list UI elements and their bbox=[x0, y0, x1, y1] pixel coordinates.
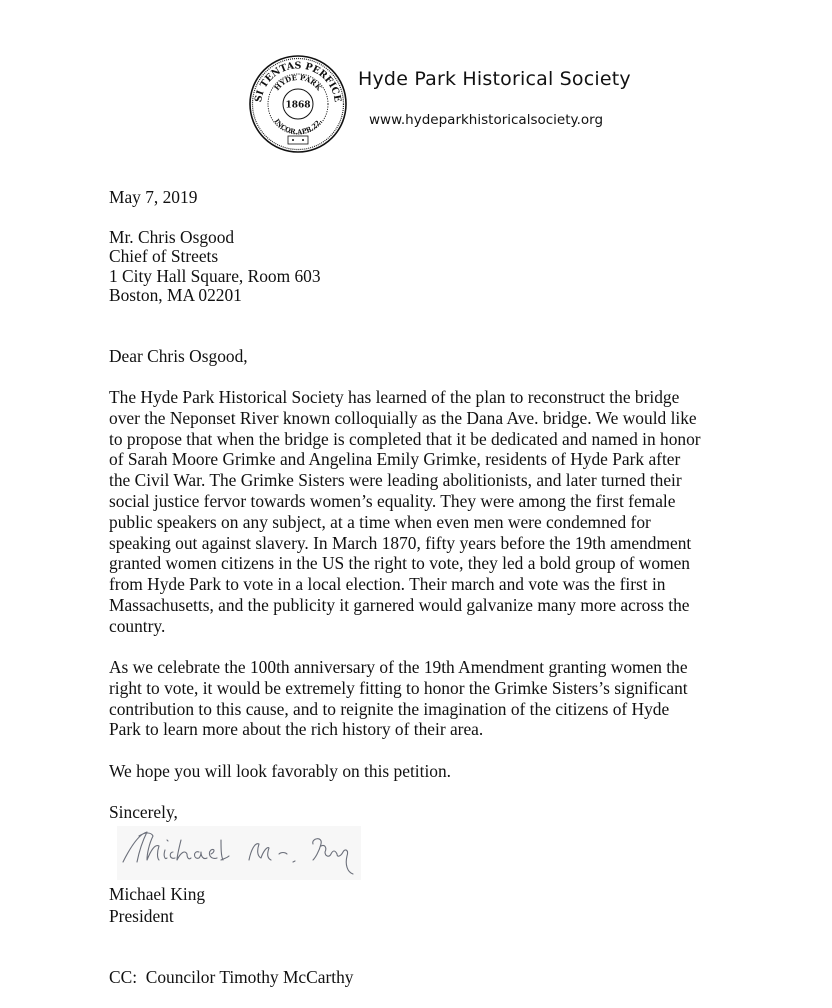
paragraph-line: Massachusetts, and the publicity it garnered would galvanize many more across the bbox=[109, 594, 690, 615]
letter-date: May 7, 2019 bbox=[109, 187, 198, 207]
handwritten-signature-icon bbox=[117, 826, 361, 880]
svg-text:HYDE PARK: HYDE PARK bbox=[272, 72, 324, 93]
salutation: Dear Chris Osgood, bbox=[109, 346, 248, 366]
signer-name: Michael King bbox=[109, 884, 206, 904]
letterhead bbox=[246, 54, 646, 154]
paragraph-2 bbox=[109, 657, 729, 740]
paragraph-3: We hope you will look favorably on this petition. bbox=[109, 761, 452, 781]
paragraph-line: of Sarah Moore Grimke and Angelina Emily Grimke, residents of Hyde Park after bbox=[109, 449, 681, 470]
paragraph-line: the Civil War. The Grimke Sisters were leading abolitionists, and later turned their bbox=[109, 470, 682, 491]
closing: Sincerely, bbox=[109, 802, 178, 822]
cc-line: CC: Councilor Timothy McCarthy bbox=[109, 967, 354, 987]
paragraph-line: granted women citizens in the US the right to vote, they led a bold group of women bbox=[109, 553, 691, 574]
organization-website: www.hydeparkhistoricalsociety.org bbox=[369, 112, 604, 128]
paragraph-line: over the Neponset River known colloquially as the Dana Ave. bridge. We would like bbox=[109, 407, 697, 428]
paragraph-line: speaking out against slavery. In March 1870, fifty years before the 19th amendment bbox=[109, 532, 692, 553]
paragraph-line: to propose that when the bridge is completed that it be dedicated and named in honor bbox=[109, 428, 701, 449]
paragraph-line: The Hyde Park Historical Society has learned of the plan to reconstruct the bridge bbox=[109, 387, 680, 407]
paragraph-line: contribution to this cause, and to reignite the imagination of the citizens of Hyde bbox=[109, 698, 670, 719]
organization-name: Hyde Park Historical Society bbox=[358, 68, 631, 90]
signer-title: President bbox=[109, 905, 174, 926]
paragraph-line: As we celebrate the 100th anniversary of the 19th Amendment granting women the bbox=[109, 657, 688, 677]
paragraph-line: from Hyde Park to vote in a local election. Their march and vote was the first in bbox=[109, 574, 666, 595]
paragraph-line: public speakers on any subject, at a time when even men were condemned for bbox=[109, 511, 651, 532]
recipient-address-line2: Boston, MA 02201 bbox=[109, 285, 242, 306]
signer-block bbox=[109, 884, 729, 927]
svg-text:INCOR.APR.22.: INCOR.APR.22. bbox=[272, 117, 324, 137]
paragraph-line: social justice fervor towards women’s equality. They were among the first female bbox=[109, 490, 676, 511]
svg-text:SI TENTAS PERFICE: SI TENTAS PERFICE bbox=[253, 60, 343, 104]
paragraph-line: Park to learn more about the rich history of their area. bbox=[109, 719, 484, 740]
svg-text:1868: 1868 bbox=[285, 100, 311, 111]
society-seal-icon bbox=[248, 54, 348, 154]
paragraph-line: country. bbox=[109, 615, 166, 636]
recipient-address bbox=[109, 228, 729, 306]
recipient-title: Chief of Streets bbox=[109, 246, 219, 267]
paragraph-1 bbox=[109, 387, 729, 637]
paragraph-line: right to vote, it would be extremely fitting to honor the Grimke Sisters’s significant bbox=[109, 677, 688, 698]
recipient-address-line1: 1 City Hall Square, Room 603 bbox=[109, 265, 321, 286]
recipient-name: Mr. Chris Osgood bbox=[109, 227, 235, 247]
